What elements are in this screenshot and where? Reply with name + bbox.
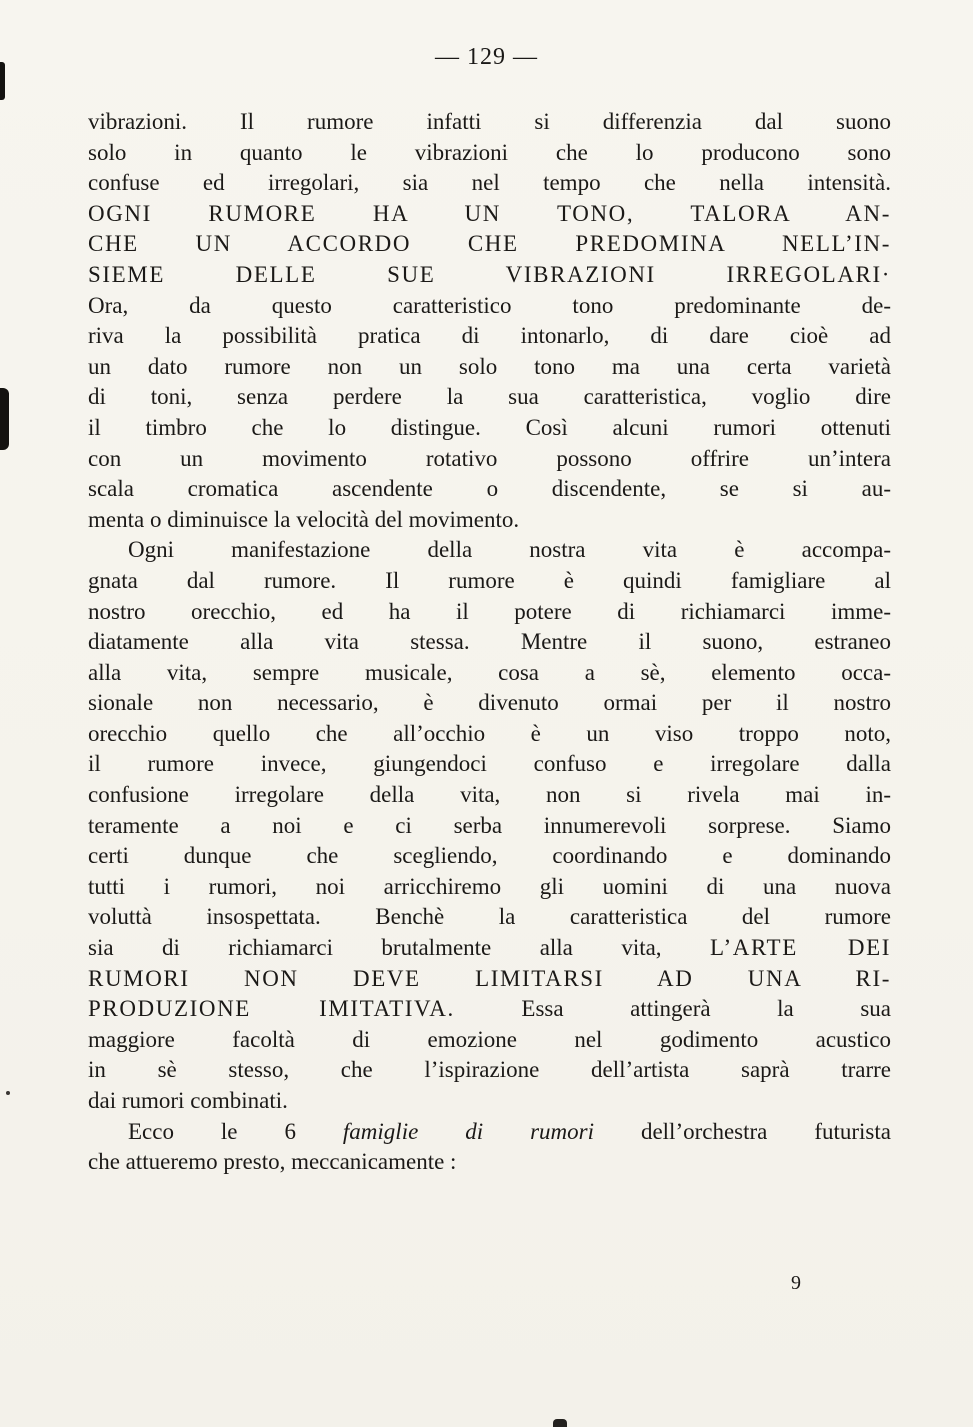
text-line xyxy=(88,107,891,138)
text-line xyxy=(88,1086,891,1117)
text-segment: teramente a noi e ci serba innumerevoli sorprese. Siamo xyxy=(88,812,891,838)
text-line xyxy=(88,658,891,689)
text-segment: Ora, da questo caratteristico tono predominante de- xyxy=(88,292,891,318)
text-line xyxy=(88,1117,891,1148)
text-line xyxy=(88,229,891,260)
text-segment: sia di richiamarci brutalmente alla vita, xyxy=(88,935,710,961)
text-segment: nostro orecchio, ed ha il potere di richiamarci imme- xyxy=(88,598,891,624)
text-line xyxy=(88,138,891,169)
text-line xyxy=(88,780,891,811)
text-segment: il timbro che lo distingue. Così alcuni rumori ottenuti xyxy=(88,414,891,440)
scan-artifact xyxy=(0,62,5,100)
text-line xyxy=(88,505,891,536)
text-segment: riva la possibilità pratica di intonarlo, di dare cioè ad xyxy=(88,323,891,349)
text-line xyxy=(88,933,891,964)
text-segment-caps: L’ARTE DEI xyxy=(709,935,891,961)
text-line xyxy=(88,535,891,566)
text-segment: diatamente alla vita stessa. Mentre il suono, estraneo xyxy=(88,629,891,655)
text-line xyxy=(88,352,891,383)
text-line xyxy=(88,811,891,842)
page-footer-number: 9 xyxy=(791,1272,801,1294)
text-segment-caps: SIEME DELLE SUE VIBRAZIONI IRREGOLARI· xyxy=(88,261,891,287)
text-segment: il rumore invece, giungendoci confuso e irregolare dalla xyxy=(88,751,891,777)
text-line xyxy=(88,688,891,719)
text-line xyxy=(88,291,891,322)
text-line xyxy=(88,566,891,597)
text-segment: certi dunque che scegliendo, coordinando e dominando xyxy=(88,843,891,869)
text-line xyxy=(88,444,891,475)
page-number-header: — 129 — xyxy=(435,44,538,70)
text-segment: in sè stesso, che l’ispirazione dell’artista saprà trarre xyxy=(88,1057,891,1083)
scan-artifact xyxy=(0,388,9,450)
text-segment: confusione irregolare della vita, non si rivela mai in- xyxy=(88,782,891,808)
text-line xyxy=(88,1055,891,1086)
text-segment: menta o diminuisce la velocità del movimento. xyxy=(88,506,520,532)
text-segment-caps: CHE UN ACCORDO CHE PREDOMINA NELL’IN- xyxy=(88,231,891,257)
text-segment: Ogni manifestazione della nostra vita è accompa- xyxy=(128,537,891,563)
text-segment: confuse ed irregolari, sia nel tempo che nella intensità. xyxy=(88,170,891,196)
text-segment: alla vita, sempre musicale, cosa a sè, elemento occa- xyxy=(88,659,891,685)
text-segment: sionale non necessario, è divenuto ormai per il nostro xyxy=(88,690,891,716)
text-line xyxy=(88,872,891,903)
text-segment-caps: RUMORI NON DEVE LIMITARSI AD UNA RI- xyxy=(88,965,891,991)
text-segment: che attueremo presto, meccanicamente : xyxy=(88,1149,457,1175)
text-segment: maggiore facoltà di emozione nel godimento acustico xyxy=(88,1026,891,1052)
scan-artifact xyxy=(6,1091,10,1095)
text-segment: scala cromatica ascendente o discendente, se si au- xyxy=(88,476,891,502)
text-line xyxy=(88,719,891,750)
text-segment: gnata dal rumore. Il rumore è quindi famigliare al xyxy=(88,567,891,593)
text-segment: voluttà insospettata. Benchè la caratteristica del rumore xyxy=(88,904,891,930)
text-line xyxy=(88,321,891,352)
text-line xyxy=(88,597,891,628)
text-line xyxy=(88,382,891,413)
text-segment: un dato rumore non un solo tono ma una certa varietà xyxy=(88,353,891,379)
text-line xyxy=(88,841,891,872)
text-segment: con un movimento rotativo possono offrire un’intera xyxy=(88,445,891,471)
text-segment-italic: famiglie di rumori xyxy=(342,1118,594,1144)
text-line xyxy=(88,413,891,444)
text-segment: vibrazioni. Il rumore infatti si differenzia dal suono xyxy=(88,109,891,134)
text-segment: Ecco le 6 xyxy=(128,1118,343,1144)
page-body xyxy=(88,107,891,1178)
text-segment: dai rumori combinati. xyxy=(88,1088,288,1113)
text-line xyxy=(88,199,891,230)
text-segment: Essa attingerà la sua xyxy=(454,996,891,1022)
text-line xyxy=(88,260,891,291)
text-segment: di toni, senza perdere la sua caratteristica, voglio dire xyxy=(88,384,891,410)
text-segment-caps: PRODUZIONE IMITATIVA. xyxy=(88,996,455,1022)
text-segment: solo in quanto le vibrazioni che lo producono sono xyxy=(88,139,891,165)
text-line xyxy=(88,994,891,1025)
text-line xyxy=(88,1147,891,1178)
text-line xyxy=(88,168,891,199)
text-segment-caps: OGNI RUMORE HA UN TONO, TALORA AN- xyxy=(88,200,891,226)
scan-artifact xyxy=(553,1419,567,1427)
text-line xyxy=(88,749,891,780)
text-line xyxy=(88,902,891,933)
text-line xyxy=(88,964,891,995)
text-segment: orecchio quello che all’occhio è un viso troppo noto, xyxy=(88,720,891,746)
text-segment: dell’orchestra futurista xyxy=(594,1118,891,1144)
text-line xyxy=(88,1025,891,1056)
text-line xyxy=(88,474,891,505)
text-line xyxy=(88,627,891,658)
text-segment: tutti i rumori, noi arricchiremo gli uomini di una nuova xyxy=(88,873,891,899)
